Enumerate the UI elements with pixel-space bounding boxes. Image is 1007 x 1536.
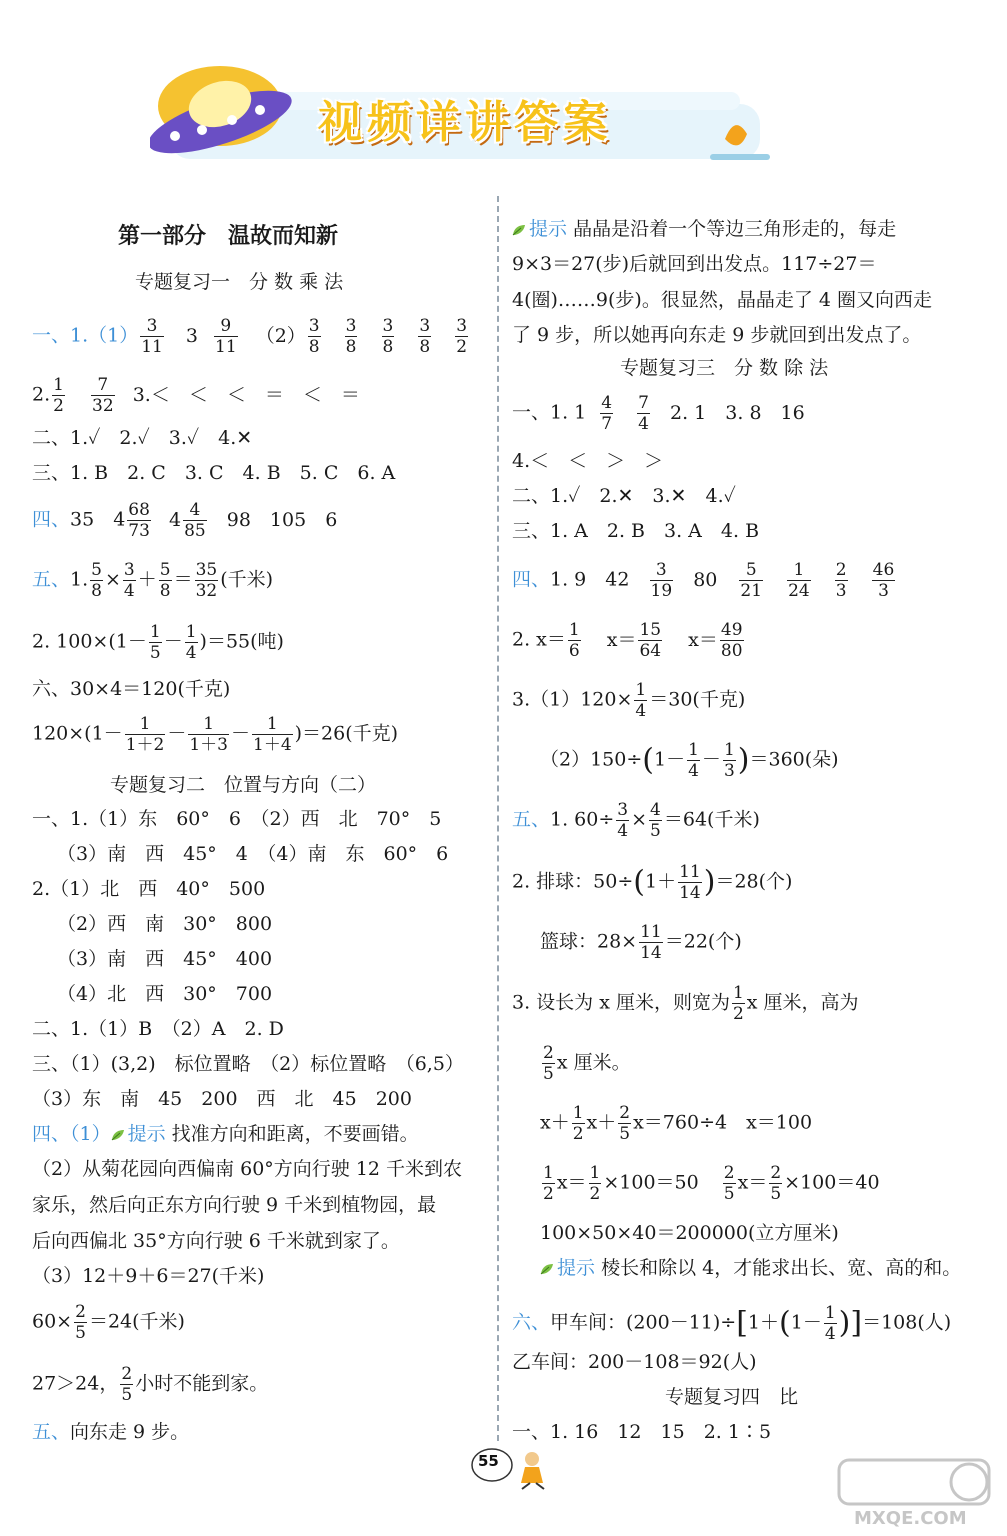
s2-si-3: （3）12＋9＋6＝27(千米) (32, 1265, 265, 1287)
s3-q2: 2. x＝ $\frac{1}{6}$ x＝ $\frac{15}{64}$ x＝ $\frac{49}{80}$ (512, 620, 743, 661)
s3-er: 二、1.✓ 2.✕ 3.✕ 4.✓ (512, 485, 736, 507)
s3-q3-2: （2）150÷(1－ $\frac{1}{4}$ － $\frac{1}{3}$ )＝360(朵) (540, 740, 839, 781)
s2-san-2: （3）东 南 45 200 西 北 45 200 (32, 1088, 412, 1110)
leaf-icon (111, 1129, 125, 1141)
section-1-title: 专题复习一 分 数 乘 法 (135, 271, 344, 293)
s3-liu-1: 六、甲车间：(200－11)÷[1＋(1－ $\frac{1}{4}$ )]＝108(人) (512, 1303, 952, 1344)
leaf-icon (540, 1263, 554, 1275)
tip-line-3: 4(圈)……9(步)。很显然，晶晶走了 4 圈又向西走 (512, 289, 932, 311)
s2-si-4: 60× $\frac{2}{5}$ ＝24(千米) (32, 1302, 185, 1343)
s3-liu-2: 乙车间：200－108＝92(人) (512, 1351, 757, 1373)
s2-line-1: 一、1.（1）东 60° 6 （2）西 北 70° 5 (32, 808, 442, 830)
s3-san: 三、1. A 2. B 3. A 4. B (512, 520, 760, 542)
s2-line-6: （4）北 西 30° 700 (32, 983, 273, 1005)
banner-title: 视频详讲答案 (318, 97, 612, 148)
s2-line-3: 2.（1）北 西 40° 500 (32, 878, 266, 900)
s2-si-1: 四、（1） 提示 找准方向和距离，不要画错。 (32, 1123, 419, 1145)
s2-san-1: 三、（1）(3,2) 标位置略 （2）标位置略 （6,5） (32, 1053, 464, 1075)
part-title: 第一部分 温故而知新 (118, 224, 339, 249)
tip-line-4: 了 9 步，所以她再向东走 9 步就回到出发点了。 (512, 324, 922, 346)
s2-line-4: （2）西 南 30° 800 (32, 913, 273, 935)
s3-q1: 一、1. 1 $\frac{4}{7}$ $\frac{7}{4}$ 2. 1 3. 8 16 (512, 393, 805, 434)
s1-q1: 一、1.（1） $\frac{3}{11}$ 3 $\frac{9}{11}$ （2） $\frac{3}{8}$ $\frac{3}{8}$ $\frac{3}{8}$ $\frac{3}{8}$ $\frac{3}{2}$ (32, 316, 468, 357)
s1-san: 三、1. B 2. C 3. C 4. B 5. C 6. A (32, 462, 396, 484)
s1-wu-2: 2. 100×(1－ $\frac{1}{5}$ － $\frac{1}{4}$ )＝55(吨) (32, 622, 284, 663)
s2-wu: 五、向东走 9 步。 (32, 1421, 190, 1443)
s1-er: 二、1.✓ 2.✓ 3.✓ 4.✕ (32, 427, 253, 449)
s3-wu-7: $\frac{1}{2}$ x＝ $\frac{1}{2}$ ×100＝50 $\frac{2}{5}$ x＝ $\frac{2}{5}$ ×100＝40 (543, 1163, 880, 1204)
watermark-logo (829, 1454, 999, 1530)
section-4-title: 专题复习四 比 (665, 1386, 799, 1408)
s2-line-5: （3）南 西 45° 400 (32, 948, 273, 970)
s3-wu-4: 3. 设长为 x 厘米，则宽为 $\frac{1}{2}$ x 厘米，高为 (512, 983, 859, 1024)
s2-er: 二、1.（1）B （2）A 2. D (32, 1018, 284, 1040)
s3-tip: 提示 棱长和除以 4，才能求出长、宽、高的和。 (540, 1257, 961, 1279)
s3-q3-1: 3.（1）120× $\frac{1}{4}$ ＝30(千克) (512, 680, 746, 721)
s2-line-2: （3）南 西 45° 4 （4）南 东 60° 6 (32, 843, 449, 865)
column-divider (497, 196, 499, 1441)
leaf-icon (512, 224, 526, 236)
s1-si: 四、35 4 $\frac{68}{73}$ 4 $\frac{4}{85}$ 98 105 6 (32, 500, 338, 541)
tip-line-1: 提示 晶晶是沿着一个等边三角形走的，每走 (512, 218, 896, 240)
svg-text:MXQE.COM: MXQE.COM (854, 1508, 967, 1529)
s3-q4: 4.＜ ＜ ＞ ＞ (512, 450, 664, 472)
s1-liu-1: 六、30×4＝120(千克) (32, 678, 231, 700)
s1-q2: 2. $\frac{1}{2}$ $\frac{7}{32}$ 3.＜ ＜ ＜ ＝ ＜ ＝ (32, 375, 360, 416)
section-3-title: 专题复习三 分 数 除 法 (620, 357, 829, 379)
s4-line-1: 一、1. 16 12 15 2. 1∶5 (512, 1421, 772, 1443)
s3-wu-8: 100×50×40＝200000(立方厘米) (540, 1222, 839, 1244)
s3-wu-3: 篮球：28× $\frac{11}{14}$ ＝22(个) (540, 922, 742, 963)
s2-si-5: 27＞24， $\frac{2}{5}$ 小时不能到家。 (32, 1364, 269, 1405)
s3-wu-2: 2. 排球：50÷(1＋ $\frac{11}{14}$ )＝28(个) (512, 862, 793, 903)
s2-si-2-line1: （2）从菊花园向西偏南 60°方向行驶 12 千米到农 (32, 1158, 463, 1180)
s1-wu-1: 五、1. $\frac{5}{8}$ × $\frac{3}{4}$ ＋ $\frac{5}{8}$ ＝ $\frac{35}{32}$ (千米) (32, 560, 274, 601)
s3-wu-1: 五、1. 60÷ $\frac{3}{4}$ × $\frac{4}{5}$ ＝64(千米) (512, 800, 760, 841)
s2-si-2-line3: 后向西偏北 35°方向行驶 6 千米就到家了。 (32, 1230, 400, 1252)
s1-liu-2: 120×(1－ $\frac{1}{1+2}$ － $\frac{1}{1+3}$ － $\frac{1}{1+4}$ )＝26(千克) (32, 714, 399, 755)
s2-si-2-line2: 家乐，然后向正东方向行驶 9 千米到植物园，最 (32, 1194, 437, 1216)
section-2-title: 专题复习二 位置与方向（二） (110, 774, 377, 796)
page-number: 55 (478, 1452, 499, 1470)
s3-si: 四、1. 9 42 $\frac{3}{19}$ 80 $\frac{5}{21}$ $\frac{1}{24}$ $\frac{2}{3}$ $\frac{46}{3}$ (512, 560, 895, 601)
tip-line-2: 9×3＝27(步)后就回到出发点。117÷27＝ (512, 253, 877, 275)
s3-wu-6: x＋ $\frac{1}{2}$ x＋ $\frac{2}{5}$ x＝760÷4 x＝100 (540, 1103, 813, 1144)
s3-wu-5: $\frac{2}{5}$ x 厘米。 (543, 1043, 631, 1084)
